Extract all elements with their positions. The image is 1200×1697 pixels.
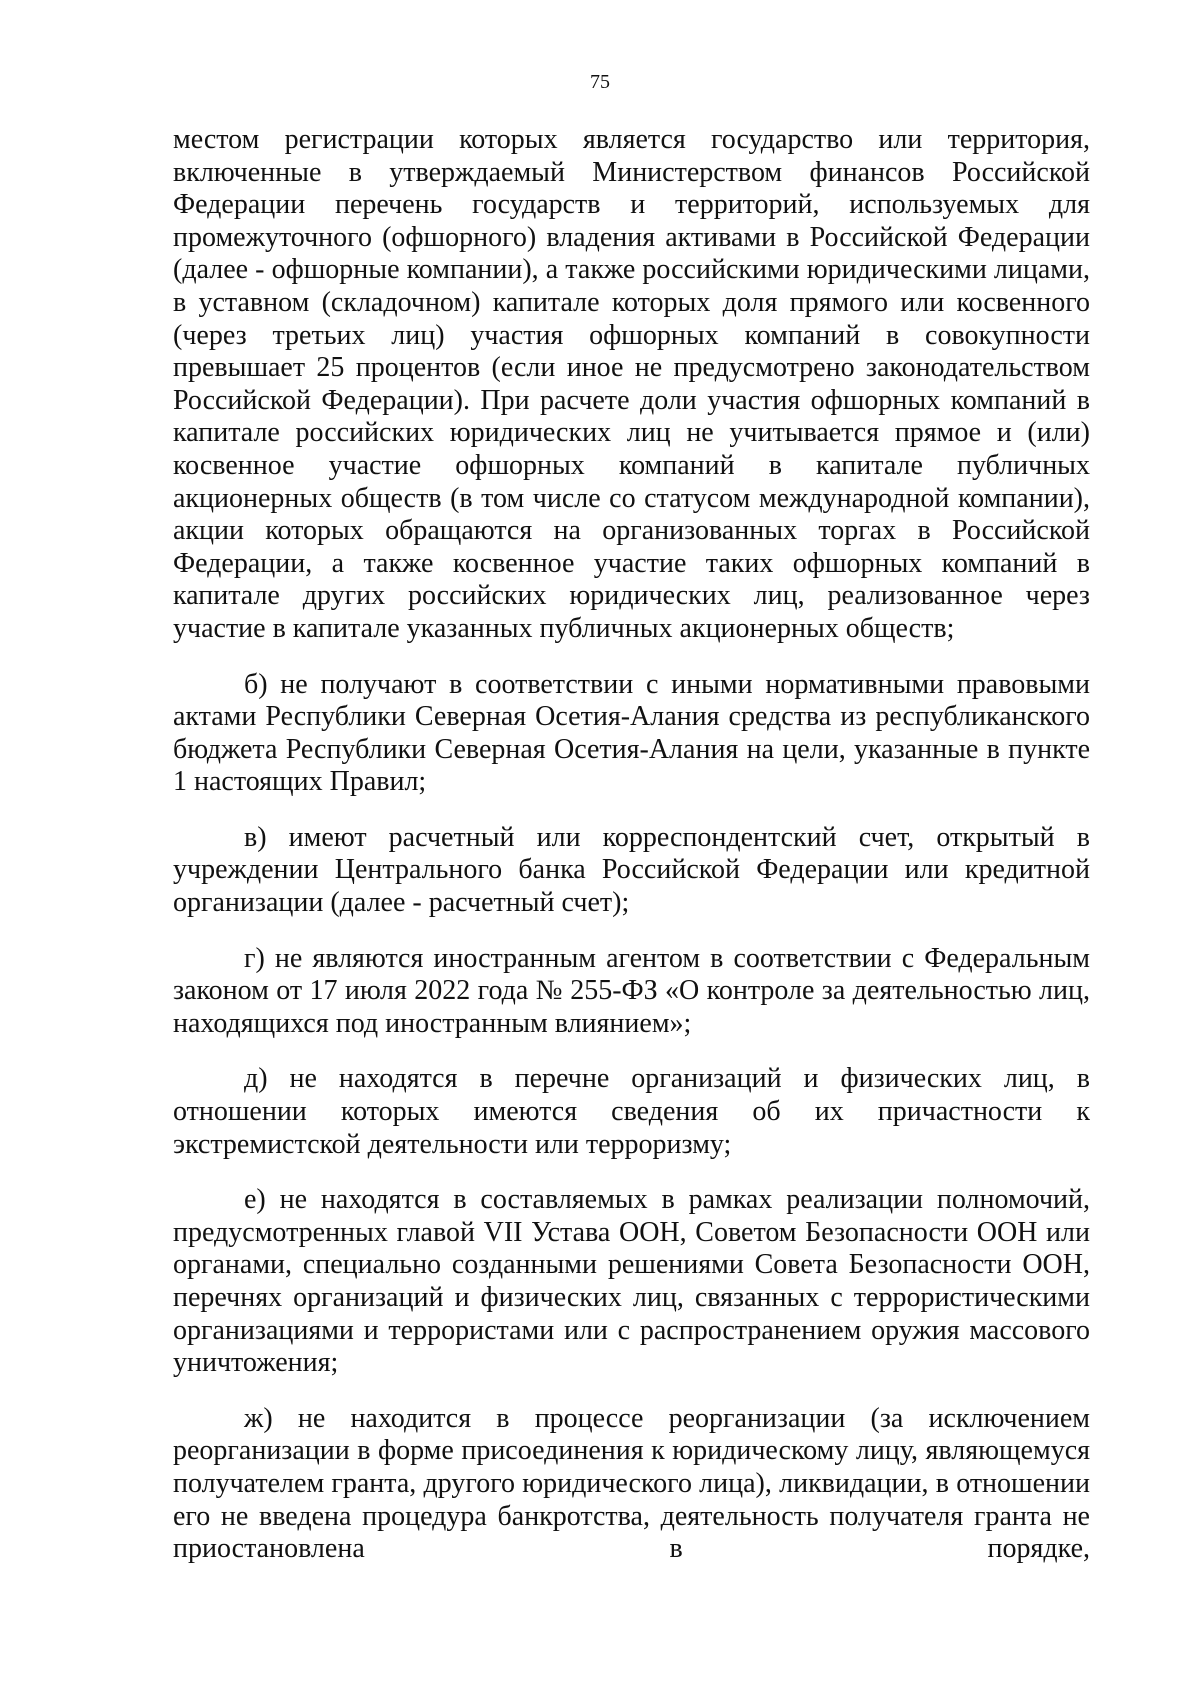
paragraph-item-g: г) не являются иностранным агентом в соответствии с Федеральным законом от 17 июля 2022 года № 255-ФЗ «О контроле за деятельностью лиц, находящихся под иностранным влиянием»;	[173, 942, 1090, 1039]
paragraph-item-b: б) не получают в соответствии с иными нормативными правовыми актами Республики Северная Осетия-Алания средства из республиканского бюджета Республики Северная Осетия-Алания на цели, указанные в пункте 1 настоящих Правил;	[173, 668, 1090, 798]
paragraph-item-zh: ж) не находится в процессе реорганизации (за исключением реорганизации в форме присоединения к юридическому лицу, являющемуся получателем гранта, другого юридического лица), ликвидации, в отношении его не введена процедура банкротства, деятельность получателя гранта не приостановлена в порядке,	[173, 1402, 1090, 1565]
paragraph-item-d: д) не находятся в перечне организаций и физических лиц, в отношении которых имеются сведения об их причастности к экстремистской деятельности или терроризму;	[173, 1063, 1090, 1160]
document-body	[173, 124, 1090, 1566]
paragraph-offshore-continuation: местом регистрации которых является государство или территория, включенные в утверждаемый Министерством финансов Российской Федерации перечень государств и территорий, используемых для промежуточного (офшорного) владения активами в Российской Федерации (далее - офшорные компании), а также российскими юридическими лицами, в уставном (складочном) капитале которых доля прямого или косвенного (через третьих лиц) участия офшорных компаний в совокупности превышает 25 процентов (если иное не предусмотрено законодательством Российской Федерации). При расчете доли участия офшорных компаний в капитале российских юридических лиц не учитывается прямое и (или) косвенное участие офшорных компаний в капитале публичных акционерных обществ (в том числе со статусом международной компании), акции которых обращаются на организованных торгах в Российской Федерации, а также косвенное участие таких офшорных компаний в капитале других российских юридических лиц, реализованное через участие в капитале указанных публичных акционерных обществ;	[173, 124, 1090, 644]
paragraph-item-e: е) не находятся в составляемых в рамках реализации полномочий, предусмотренных главой VII Устава ООН, Советом Безопасности ООН или органами, специально созданными решениями Совета Безопасности ООН, перечнях организаций и физических лиц, связанных с террористическими организациями и террористами или с распространением оружия массового уничтожения;	[173, 1184, 1090, 1379]
paragraph-item-v: в) имеют расчетный или корреспондентский счет, открытый в учреждении Центрального банка Российской Федерации или кредитной организации (далее - расчетный счет);	[173, 821, 1090, 919]
page-number: 75	[590, 71, 610, 93]
